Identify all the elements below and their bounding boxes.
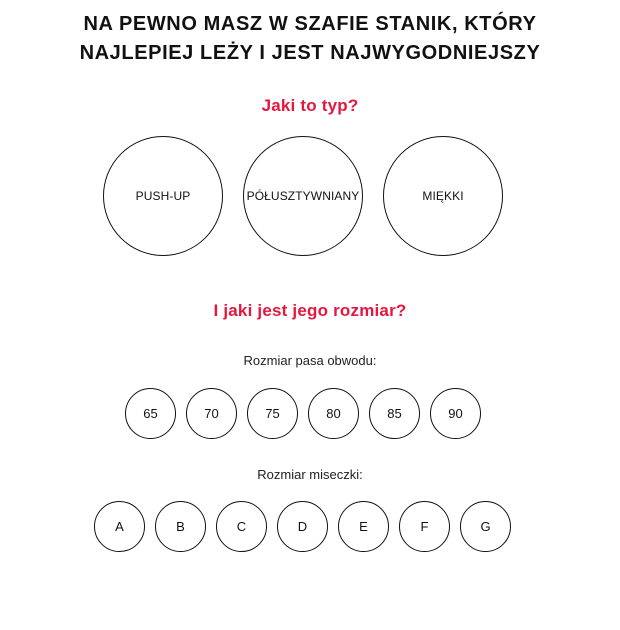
page-headline xyxy=(0,10,620,68)
band-size-70[interactable]: 70 xyxy=(186,388,237,439)
cup-size-a[interactable]: A xyxy=(94,501,145,552)
band-size-90[interactable]: 90 xyxy=(430,388,481,439)
band-size-75[interactable]: 75 xyxy=(247,388,298,439)
band-size-label: Rozmiar pasa obwodu: xyxy=(243,353,377,368)
cup-size-b[interactable]: B xyxy=(155,501,206,552)
type-option-semi-padded[interactable]: PÓŁUSZTYWNIANY xyxy=(243,136,363,256)
band-size-85[interactable]: 85 xyxy=(369,388,420,439)
cup-size-g[interactable]: G xyxy=(460,501,511,552)
size-section-title: I jaki jest jego rozmiar? xyxy=(213,301,407,320)
type-option-push-up[interactable]: PUSH-UP xyxy=(103,136,223,256)
cup-size-e[interactable]: E xyxy=(338,501,389,552)
type-section-title: Jaki to typ? xyxy=(261,96,359,115)
band-size-options xyxy=(125,388,481,439)
bra-type-options xyxy=(103,136,503,256)
cup-size-options xyxy=(94,501,511,552)
cup-size-label: Rozmiar miseczki: xyxy=(257,467,363,482)
band-size-80[interactable]: 80 xyxy=(308,388,359,439)
cup-size-c[interactable]: C xyxy=(216,501,267,552)
headline-line-1: NA PEWNO MASZ W SZAFIE STANIK, KTÓRY xyxy=(83,13,537,35)
cup-size-d[interactable]: D xyxy=(277,501,328,552)
type-option-soft[interactable]: MIĘKKI xyxy=(383,136,503,256)
band-size-65[interactable]: 65 xyxy=(125,388,176,439)
headline-line-2: NAJLEPIEJ LEŻY I JEST NAJWYGODNIEJSZY xyxy=(79,42,541,64)
cup-size-f[interactable]: F xyxy=(399,501,450,552)
